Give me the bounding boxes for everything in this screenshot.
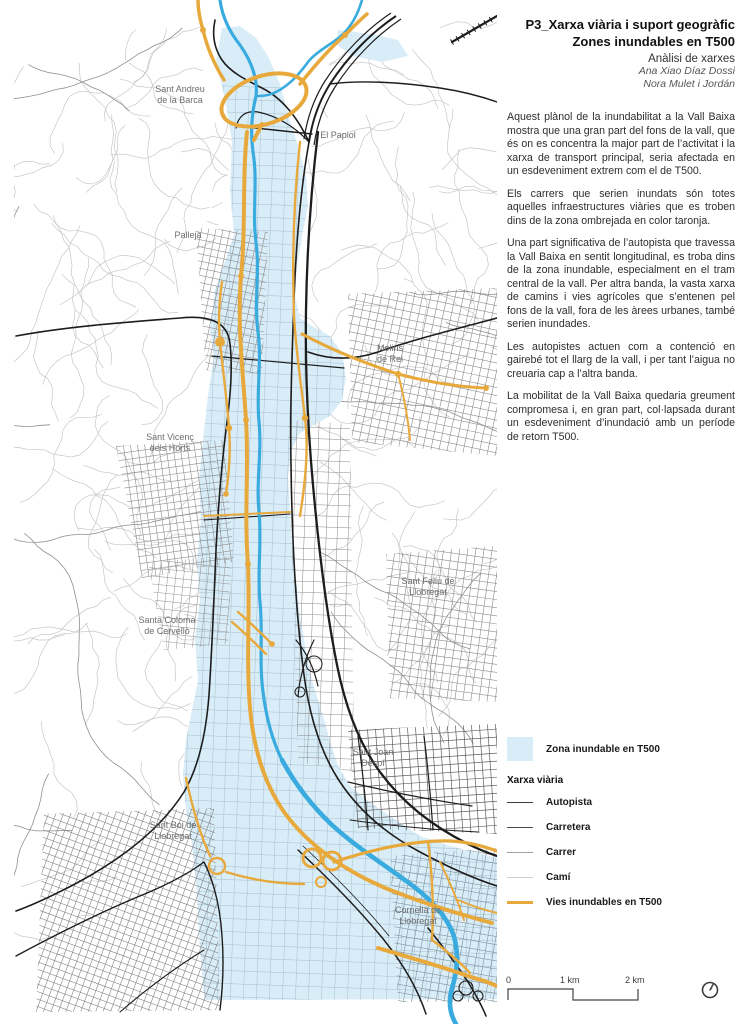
legend-item-label: Carretera [546,822,591,833]
legend-item-label: Carrer [546,847,577,858]
map-legend [507,736,737,915]
legend-item-label: Autopista [546,797,593,808]
scale-label-2km: 2 km [625,975,645,985]
body-paragraph: Les autopistes actuen com a contenció en gairebé tot el llarg de la vall, i per tant l’aigua no creuaria cap a l’altra banda. [507,340,735,380]
map-label-town: Sant Boi de Llobregat [149,820,197,841]
map-label-town: Sant Joan Despí [352,747,394,768]
legend-item-label: Vies inundables en T500 [546,897,662,908]
legend-item [507,840,737,865]
page-subtitle-bold: Zones inundables en T500 [572,34,735,49]
title-block [507,16,735,91]
map-label-town: Molins de Rei [376,343,404,364]
body-paragraph: Aquest plànol de la inundabilitat a la Vall Baixa mostra que una gran part del fons de la vall, que és on es concentra la major part de l’activitat i la xarxa de transport principal, seria afectada en un esdeveniment extrem com el de T500. [507,111,735,177]
scale-label-0: 0 [506,975,512,985]
legend-flood-row [507,736,737,762]
body-text [507,111,735,444]
map-label-town: El Papiol [320,130,356,140]
page-title: P3_Xarxa viària i suport geogràfic [525,17,735,32]
body-paragraph: Els carrers que serien inundats són totes aquelles infraestructures viàries que es troben dins de la zona ombrejada en color taronja. [507,187,735,227]
scale-bar [507,975,667,1005]
flood-zone-swatch [507,737,533,761]
legend-item-label: Camí [546,872,571,883]
north-arrow-icon [700,980,720,1000]
body-paragraph: Una part significativa de l’autopista que travessa la Vall Baixa en sentit longitudinal, es troba dins de la zona inundable, especialment en el tram central de la vall. Per altra banda, la vasta xarxa de camins i vies agrícoles que s’entenen pel fons de la vall, fora de les àrees urbanes, també serien inundades. [507,237,735,330]
author-name: Nora Mulet i Jordán [643,78,735,90]
legend-line-swatch [507,852,533,853]
legend-item [507,890,737,915]
scalebar-graphic [507,985,647,1003]
legend-flood-label: Zona inundable en T500 [546,743,660,755]
map-label-town: Sant Andreu de la Barca [155,84,205,105]
analysis-label: Anàlisi de xarxes [648,53,735,65]
author-name: Ana Xiao Díaz Dossi [638,65,735,77]
legend-line-swatch [507,901,533,904]
legend-item [507,815,737,840]
legend-section-title: Xarxa viària [507,775,564,786]
map-label-town: Pallejà [174,230,202,240]
legend-line-swatch [507,802,533,803]
map-label-town: Sant Vicenç dels Horts [146,432,194,453]
map-label-town: Sant Feliu de Llobregat [401,576,455,597]
body-paragraph: La mobilitat de la Vall Baixa quedaria greument compromesa i, en gran part, col·lapsada durant un esdeveniment d’inundació amb un període de retorn T500. [507,390,735,443]
legend-item [507,865,737,890]
scale-label-1km: 1 km [560,975,580,985]
text-panel [507,16,735,453]
legend-line-swatch [507,827,533,828]
legend-line-swatch [507,877,533,878]
legend-item [507,790,737,815]
map-label-town: Santa Coloma de Cervelló [138,615,196,636]
legend-items [507,790,737,915]
map-label-town: Cornellà de Llobregat [394,905,442,926]
